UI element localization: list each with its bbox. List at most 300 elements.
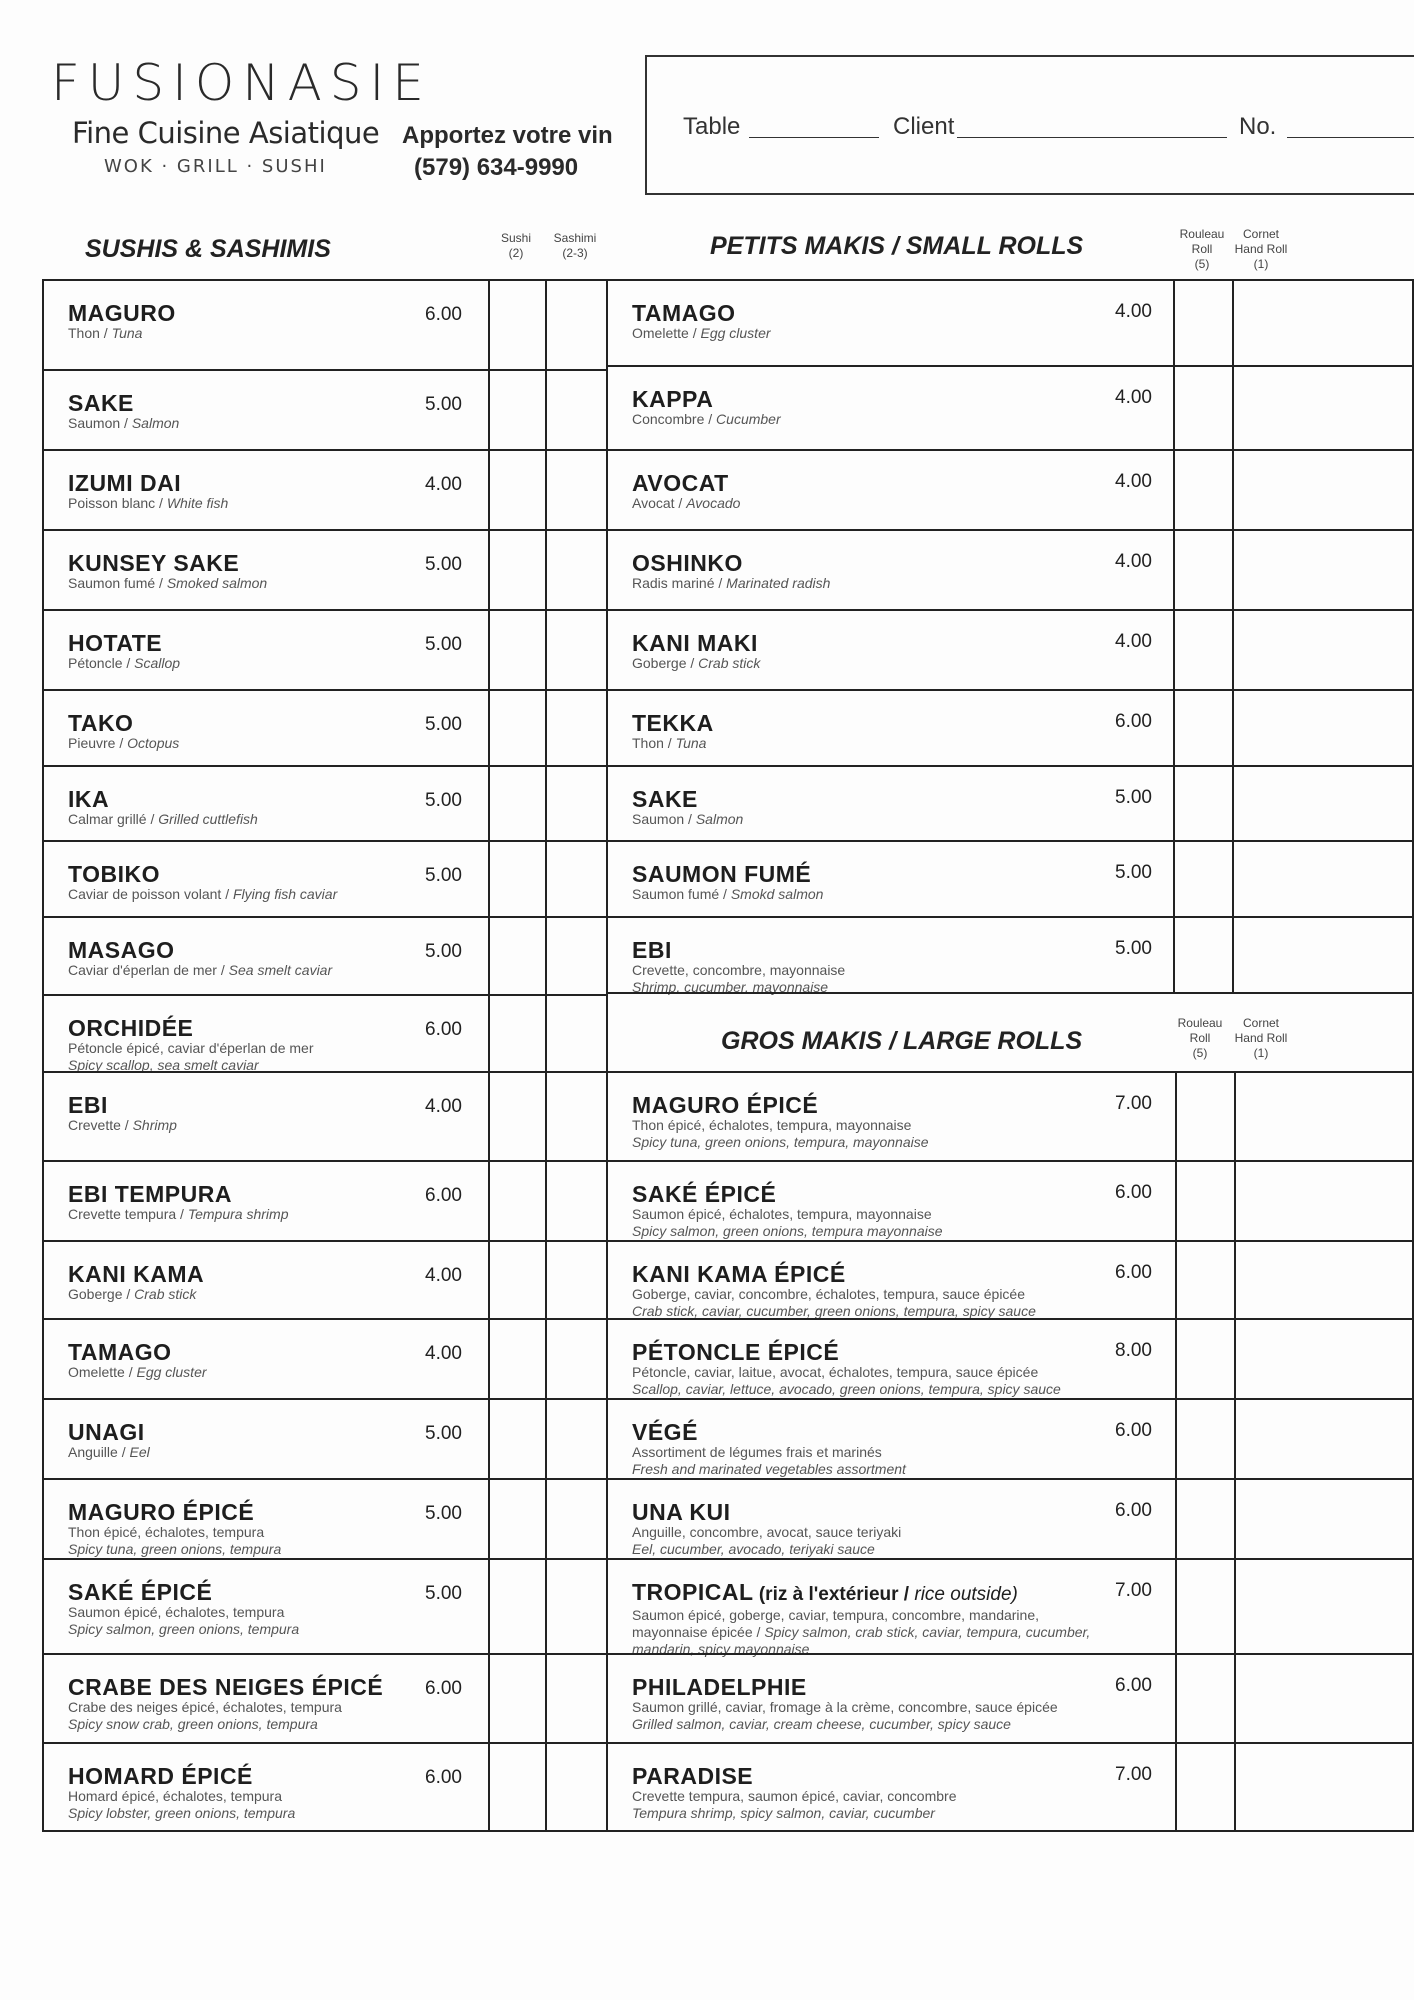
item-description-fr: Homard épicé, échalotes, tempura bbox=[68, 1788, 282, 1804]
item-name bbox=[632, 787, 1142, 811]
item-description-fr: Crevette tempura, saumon épicé, caviar, concombre bbox=[632, 1788, 957, 1804]
item-subtitle-fr: (riz à l'extérieur / bbox=[758, 1584, 910, 1605]
item-name: MAGURO bbox=[68, 300, 176, 326]
item-name bbox=[632, 938, 1142, 962]
sushi-quantity-cell[interactable] bbox=[490, 1560, 544, 1651]
small-rolls-title: PETITS MAKIS / SMALL ROLLS bbox=[710, 232, 1084, 260]
item-description-en: Fresh and marinated vegetables assortment bbox=[632, 1461, 906, 1477]
item-description-en: Flying fish caviar bbox=[232, 886, 338, 902]
sashimi-quantity-cell[interactable] bbox=[547, 451, 605, 527]
item-price: 4.00 bbox=[1115, 471, 1152, 492]
menu-item bbox=[68, 1093, 458, 1134]
item-description-en: Eel bbox=[129, 1444, 150, 1460]
item-name bbox=[632, 1420, 1142, 1444]
item-description-fr: Crevette, concombre, mayonnaise bbox=[632, 962, 846, 978]
handroll-quantity-cell[interactable] bbox=[1234, 531, 1408, 607]
item-description-fr: Goberge bbox=[632, 655, 687, 671]
item-name-text: KANI KAMA ÉPICÉ bbox=[632, 1261, 846, 1287]
menu-item bbox=[632, 1340, 1142, 1398]
sashimi-quantity-cell[interactable] bbox=[547, 767, 605, 838]
sushi-quantity-cell[interactable] bbox=[490, 611, 544, 687]
item-description-fr: Pétoncle épicé, caviar d'éperlan de mer bbox=[68, 1040, 314, 1056]
sashimi-column-header: Sashimi (2-3) bbox=[553, 231, 597, 260]
small-roll-column-header: Rouleau Roll (5) bbox=[1179, 227, 1225, 271]
item-description-en: Tempura shrimp, spicy salmon, caviar, cucumber bbox=[632, 1805, 935, 1821]
menu-item bbox=[68, 1580, 458, 1638]
menu-item bbox=[68, 1675, 458, 1733]
restaurant-tagline: WOK · GRILL · SUSHI bbox=[104, 156, 327, 177]
item-description-fr: Avocat bbox=[632, 495, 675, 511]
roll-quantity-cell[interactable] bbox=[1175, 531, 1230, 607]
menu-item bbox=[632, 1262, 1142, 1320]
handroll-quantity-cell[interactable] bbox=[1236, 1655, 1408, 1740]
roll-quantity-cell[interactable] bbox=[1175, 691, 1230, 763]
menu-item bbox=[632, 787, 1142, 828]
item-price: 7.00 bbox=[1115, 1764, 1152, 1785]
item-description-fr: Crabe des neiges épicé, échalotes, tempura bbox=[68, 1699, 342, 1715]
item-price: 6.00 bbox=[425, 304, 462, 325]
item-description-en: Crab stick, caviar, cucumber, green onions, tempura, spicy sauce bbox=[632, 1303, 1036, 1319]
item-name bbox=[632, 1500, 1142, 1524]
item-name: MASAGO bbox=[68, 937, 175, 963]
item-price: 5.00 bbox=[425, 554, 462, 575]
item-price: 5.00 bbox=[425, 790, 462, 811]
menu-item bbox=[68, 1500, 458, 1558]
item-description-fr: Anguille, concombre, avocat, sauce teriyaki bbox=[632, 1524, 902, 1540]
sushi-quantity-cell[interactable] bbox=[490, 1655, 544, 1740]
menu-item bbox=[632, 631, 1142, 672]
item-description-fr: Saumon épicé, goberge, caviar, tempura, concombre, mandarine, bbox=[632, 1607, 1040, 1623]
sashimi-quantity-cell[interactable] bbox=[547, 691, 605, 763]
handroll-quantity-cell[interactable] bbox=[1234, 281, 1408, 363]
item-description-fr: Saumon fumé bbox=[632, 886, 720, 902]
item-price: 4.00 bbox=[425, 1096, 462, 1117]
item-name-text: MAGURO ÉPICÉ bbox=[632, 1092, 819, 1118]
roll-quantity-cell[interactable] bbox=[1177, 1560, 1232, 1651]
roll-quantity-cell[interactable] bbox=[1175, 842, 1230, 914]
sushi-quantity-cell[interactable] bbox=[490, 842, 544, 914]
item-name: ORCHIDÉE bbox=[68, 1015, 194, 1041]
item-description: Radis mariné / Marinated radish bbox=[632, 575, 831, 591]
item-description-fr: Crevette bbox=[68, 1117, 121, 1133]
item-description-fr: Anguille bbox=[68, 1444, 118, 1460]
handroll-quantity-cell[interactable] bbox=[1234, 451, 1408, 527]
item-name bbox=[632, 1340, 1142, 1364]
menu-item bbox=[632, 387, 1142, 428]
menu-item bbox=[632, 711, 1142, 752]
roll-quantity-cell[interactable] bbox=[1177, 1073, 1232, 1158]
item-price: 6.00 bbox=[425, 1019, 462, 1040]
item-description-en: Salmon bbox=[131, 415, 180, 431]
item-price: 5.00 bbox=[425, 394, 462, 415]
item-name: HOMARD ÉPICÉ bbox=[68, 1763, 253, 1789]
item-name-text: AVOCAT bbox=[632, 470, 729, 496]
item-description: Anguille / Eel bbox=[68, 1444, 150, 1460]
item-description-en: White fish bbox=[166, 495, 229, 511]
item-price: 8.00 bbox=[1115, 1340, 1152, 1361]
roll-quantity-cell[interactable] bbox=[1177, 1744, 1232, 1830]
item-name bbox=[632, 1182, 1142, 1206]
item-price: 4.00 bbox=[1115, 551, 1152, 572]
item-name: KANI KAMA bbox=[68, 1261, 205, 1287]
menu-item bbox=[632, 551, 1142, 592]
item-description: Saumon fumé / Smokd salmon bbox=[632, 886, 824, 902]
handroll-quantity-cell[interactable] bbox=[1236, 1744, 1408, 1830]
item-price: 7.00 bbox=[1115, 1093, 1152, 1114]
menu-item bbox=[68, 1764, 458, 1822]
item-price: 6.00 bbox=[1115, 1420, 1152, 1441]
sashimi-quantity-cell[interactable] bbox=[547, 1400, 605, 1476]
handroll-quantity-cell[interactable] bbox=[1234, 918, 1408, 990]
handroll-quantity-cell[interactable] bbox=[1236, 1242, 1408, 1316]
item-description-en: Marinated radish bbox=[726, 575, 831, 591]
item-name-text: TROPICAL bbox=[632, 1579, 754, 1605]
item-description: Saumon / Salmon bbox=[632, 811, 744, 827]
item-description-en: Spicy snow crab, green onions, tempura bbox=[68, 1716, 318, 1732]
item-description-en: Scallop bbox=[134, 655, 181, 671]
item-name bbox=[632, 387, 1142, 411]
item-description-en: Shrimp, cucumber, mayonnaise bbox=[632, 979, 829, 995]
item-price: 6.00 bbox=[1115, 1182, 1152, 1203]
menu-item bbox=[68, 1016, 458, 1074]
item-price: 6.00 bbox=[425, 1185, 462, 1206]
sushi-quantity-cell[interactable] bbox=[490, 1480, 544, 1556]
item-price: 5.00 bbox=[425, 634, 462, 655]
item-name-text: KAPPA bbox=[632, 386, 714, 412]
item-name: SAKE bbox=[68, 390, 134, 416]
item-price: 4.00 bbox=[425, 1265, 462, 1286]
handroll-quantity-cell[interactable] bbox=[1236, 1073, 1408, 1158]
item-description: Pieuvre / Octopus bbox=[68, 735, 180, 751]
item-name bbox=[632, 1675, 1142, 1699]
item-description-en: Eel, cucumber, avocado, teriyaki sauce bbox=[632, 1541, 875, 1557]
item-name: TOBIKO bbox=[68, 861, 161, 887]
sushi-quantity-cell[interactable] bbox=[490, 918, 544, 992]
large-rolls-title: GROS MAKIS / LARGE ROLLS bbox=[721, 1027, 1083, 1055]
menu-item bbox=[632, 1580, 1142, 1658]
sushi-quantity-cell[interactable] bbox=[490, 1320, 544, 1396]
menu-item bbox=[68, 787, 458, 828]
handroll-quantity-cell[interactable] bbox=[1234, 842, 1408, 914]
item-description: Caviar d'éperlan de mer / Sea smelt caviar bbox=[68, 962, 333, 978]
item-name bbox=[632, 1093, 1142, 1117]
sashimi-quantity-cell[interactable] bbox=[547, 1162, 605, 1238]
item-description: Calmar grillé / Grilled cuttlefish bbox=[68, 811, 258, 827]
item-name-text: PÉTONCLE ÉPICÉ bbox=[632, 1339, 840, 1365]
sushi-quantity-cell[interactable] bbox=[490, 1162, 544, 1238]
item-description-fr: Calmar grillé bbox=[68, 811, 147, 827]
roll-quantity-cell[interactable] bbox=[1175, 611, 1230, 687]
item-name bbox=[632, 471, 1142, 495]
item-name: UNAGI bbox=[68, 1419, 145, 1445]
item-price: 6.00 bbox=[1115, 1675, 1152, 1696]
item-name: HOTATE bbox=[68, 630, 163, 656]
item-price: 5.00 bbox=[425, 1503, 462, 1524]
item-description-en: Grilled salmon, caviar, cream cheese, cucumber, spicy sauce bbox=[632, 1716, 1011, 1732]
client-label: Client bbox=[893, 113, 955, 140]
menu-item bbox=[632, 1500, 1142, 1558]
sashimi-quantity-cell[interactable] bbox=[547, 1744, 605, 1830]
sushi-quantity-cell[interactable] bbox=[490, 371, 544, 447]
handroll-quantity-cell[interactable] bbox=[1234, 367, 1408, 447]
item-name: CRABE DES NEIGES ÉPICÉ bbox=[68, 1674, 384, 1700]
item-name-text: TEKKA bbox=[632, 710, 714, 736]
sashimi-quantity-cell[interactable] bbox=[547, 996, 605, 1069]
item-name-text: OSHINKO bbox=[632, 550, 743, 576]
sushi-quantity-cell[interactable] bbox=[490, 691, 544, 763]
item-description-fr: Caviar d'éperlan de mer bbox=[68, 962, 217, 978]
item-description-fr: Saumon fumé bbox=[68, 575, 156, 591]
item-name bbox=[632, 1764, 1142, 1788]
sushi-quantity-cell[interactable] bbox=[490, 996, 544, 1069]
menu-item bbox=[632, 938, 1142, 996]
item-description: Thon / Tuna bbox=[68, 325, 143, 341]
item-description-en: Tuna bbox=[675, 735, 707, 751]
item-name bbox=[632, 862, 1142, 886]
item-name-text: SAKÉ ÉPICÉ bbox=[632, 1181, 777, 1207]
handroll-quantity-cell[interactable] bbox=[1236, 1162, 1408, 1238]
handroll-quantity-cell[interactable] bbox=[1236, 1560, 1408, 1651]
item-description-en: Sea smelt caviar bbox=[228, 962, 333, 978]
bring-wine-text: Apportez votre vin bbox=[402, 122, 613, 149]
table-label: Table bbox=[683, 113, 741, 140]
item-description-fr: Radis mariné bbox=[632, 575, 715, 591]
roll-quantity-cell[interactable] bbox=[1175, 451, 1230, 527]
menu-item bbox=[632, 471, 1142, 512]
item-name bbox=[632, 1580, 1142, 1607]
number-field[interactable] bbox=[1287, 137, 1414, 138]
sushi-quantity-cell[interactable] bbox=[490, 1744, 544, 1830]
item-description-fr: Saumon bbox=[632, 811, 685, 827]
item-description-en-2: mandarin, spicy mayonnaise bbox=[632, 1641, 810, 1657]
roll-quantity-cell[interactable] bbox=[1177, 1400, 1232, 1476]
item-description-en: Spicy tuna, green onions, tempura bbox=[68, 1541, 282, 1557]
menu-item bbox=[68, 711, 458, 752]
sushi-column-header: Sushi (2) bbox=[500, 231, 532, 260]
item-name-text: TAMAGO bbox=[632, 300, 736, 326]
item-description-mixed: mayonnaise épicée / Spicy salmon, crab stick, caviar, tempura, cucumber, bbox=[632, 1624, 1091, 1640]
menu-item bbox=[68, 938, 458, 979]
item-description: Caviar de poisson volant / Flying fish caviar bbox=[68, 886, 338, 902]
item-name-text: VÉGÉ bbox=[632, 1419, 698, 1445]
client-field[interactable] bbox=[957, 137, 1227, 138]
item-description-en: Salmon bbox=[695, 811, 744, 827]
item-price: 5.00 bbox=[425, 1583, 462, 1604]
item-name-text: PARADISE bbox=[632, 1763, 754, 1789]
small-handroll-column-header: Cornet Hand Roll (1) bbox=[1234, 227, 1288, 271]
item-subtitle-en: rice outside) bbox=[914, 1584, 1018, 1605]
menu-item bbox=[68, 551, 458, 592]
sashimi-quantity-cell[interactable] bbox=[547, 611, 605, 687]
item-description: Omelette / Egg cluster bbox=[632, 325, 771, 341]
sushi-quantity-cell[interactable] bbox=[490, 1073, 544, 1158]
item-price: 4.00 bbox=[1115, 387, 1152, 408]
sashimi-quantity-cell[interactable] bbox=[547, 1480, 605, 1556]
item-description: Avocat / Avocado bbox=[632, 495, 741, 511]
restaurant-logo: FUSIONASIE bbox=[51, 54, 432, 112]
item-price: 5.00 bbox=[425, 1423, 462, 1444]
item-description-fr: Thon épicé, échalotes, tempura bbox=[68, 1524, 265, 1540]
item-name-text: UNA KUI bbox=[632, 1499, 731, 1525]
roll-quantity-cell[interactable] bbox=[1177, 1655, 1232, 1740]
sushi-quantity-cell[interactable] bbox=[490, 1242, 544, 1316]
item-description-fr: Saumon grillé, caviar, fromage à la crème, concombre, sauce épicée bbox=[632, 1699, 1058, 1715]
item-price: 5.00 bbox=[1115, 938, 1152, 959]
item-description-en: Grilled cuttlefish bbox=[158, 811, 258, 827]
item-description-en: Smokd salmon bbox=[730, 886, 824, 902]
item-subtitle bbox=[754, 1584, 1018, 1605]
item-description: Crevette tempura / Tempura shrimp bbox=[68, 1206, 289, 1222]
roll-quantity-cell[interactable] bbox=[1175, 281, 1230, 363]
item-description-fr: Pieuvre bbox=[68, 735, 116, 751]
item-description-fr: Omelette bbox=[632, 325, 689, 341]
item-description-en: Spicy tuna, green onions, tempura, mayonnaise bbox=[632, 1134, 929, 1150]
item-description-fr: Concombre bbox=[632, 411, 705, 427]
item-description-fr: Omelette bbox=[68, 1364, 125, 1380]
item-description-fr: Goberge bbox=[68, 1286, 123, 1302]
item-description-en: Egg cluster bbox=[136, 1364, 207, 1380]
menu-item bbox=[68, 301, 458, 342]
item-name bbox=[632, 301, 1142, 325]
item-name bbox=[632, 1262, 1142, 1286]
item-price: 5.00 bbox=[425, 714, 462, 735]
item-description-en: Crab stick bbox=[698, 655, 761, 671]
item-description-fr: Goberge, caviar, concombre, échalotes, tempura, sauce épicée bbox=[632, 1286, 1025, 1302]
item-description-fr: Crevette tempura bbox=[68, 1206, 177, 1222]
menu-item bbox=[68, 1340, 458, 1381]
item-name-text: PHILADELPHIE bbox=[632, 1674, 807, 1700]
item-description-en: Tempura shrimp bbox=[187, 1206, 289, 1222]
phone-number: (579) 634-9990 bbox=[414, 154, 579, 181]
item-name: SAKÉ ÉPICÉ bbox=[68, 1579, 213, 1605]
sashimi-quantity-cell[interactable] bbox=[547, 531, 605, 607]
item-price: 6.00 bbox=[425, 1678, 462, 1699]
item-description-en: Cucumber bbox=[716, 411, 781, 427]
handroll-quantity-cell[interactable] bbox=[1236, 1400, 1408, 1476]
item-description-fr: Poisson blanc bbox=[68, 495, 156, 511]
item-name bbox=[632, 631, 1142, 655]
menu-item bbox=[68, 862, 458, 903]
item-description-en: Spicy lobster, green onions, tempura bbox=[68, 1805, 296, 1821]
handroll-quantity-cell[interactable] bbox=[1236, 1480, 1408, 1556]
roll-quantity-cell[interactable] bbox=[1175, 767, 1230, 838]
handroll-quantity-cell[interactable] bbox=[1234, 767, 1408, 838]
item-description: Pétoncle / Scallop bbox=[68, 655, 181, 671]
menu-item bbox=[68, 1182, 458, 1223]
item-description: Saumon / Salmon bbox=[68, 415, 180, 431]
order-info-box bbox=[645, 55, 1414, 195]
item-description: Goberge / Crab stick bbox=[632, 655, 761, 671]
item-price: 6.00 bbox=[1115, 1262, 1152, 1283]
item-name-text: KANI MAKI bbox=[632, 630, 758, 656]
handroll-quantity-cell[interactable] bbox=[1234, 611, 1408, 687]
item-description-fr: Saumon bbox=[68, 415, 121, 431]
item-description-fr: Pétoncle bbox=[68, 655, 123, 671]
sushi-quantity-cell[interactable] bbox=[490, 531, 544, 607]
item-description-en: Spicy scallop, sea smelt caviar bbox=[68, 1057, 259, 1073]
sashimi-quantity-cell[interactable] bbox=[547, 371, 605, 447]
item-description: Saumon fumé / Smoked salmon bbox=[68, 575, 268, 591]
menu-item bbox=[68, 1262, 458, 1303]
sashimi-quantity-cell[interactable] bbox=[547, 1242, 605, 1316]
item-name: TAKO bbox=[68, 710, 134, 736]
sushi-quantity-cell[interactable] bbox=[490, 281, 544, 367]
item-price: 7.00 bbox=[1115, 1580, 1152, 1601]
roll-quantity-cell[interactable] bbox=[1177, 1320, 1232, 1396]
item-name: MAGURO ÉPICÉ bbox=[68, 1499, 255, 1525]
restaurant-subtitle: Fine Cuisine Asiatique bbox=[72, 116, 380, 150]
row-divider bbox=[606, 992, 1414, 994]
item-description-fr: Pétoncle, caviar, laitue, avocat, échalotes, tempura, sauce épicée bbox=[632, 1364, 1039, 1380]
menu-item bbox=[632, 1675, 1142, 1733]
item-description-fr: Thon bbox=[68, 325, 100, 341]
menu-item bbox=[632, 1093, 1142, 1151]
roll-quantity-cell[interactable] bbox=[1175, 918, 1230, 990]
item-name: EBI TEMPURA bbox=[68, 1181, 232, 1207]
item-description-fr: Assortiment de légumes frais et marinés bbox=[632, 1444, 882, 1460]
sashimi-quantity-cell[interactable] bbox=[547, 1320, 605, 1396]
sashimi-quantity-cell[interactable] bbox=[547, 918, 605, 992]
item-price: 6.00 bbox=[1115, 711, 1152, 732]
item-description: Crevette / Shrimp bbox=[68, 1117, 177, 1133]
item-description: Omelette / Egg cluster bbox=[68, 1364, 207, 1380]
item-name bbox=[632, 711, 1142, 735]
menu-item bbox=[632, 1764, 1142, 1822]
sashimi-quantity-cell[interactable] bbox=[547, 1073, 605, 1158]
item-price: 4.00 bbox=[425, 1343, 462, 1364]
item-description-fr: Saumon épicé, échalotes, tempura bbox=[68, 1604, 285, 1620]
item-description-en: Smoked salmon bbox=[166, 575, 268, 591]
item-price: 4.00 bbox=[1115, 631, 1152, 652]
sashimi-quantity-cell[interactable] bbox=[547, 1655, 605, 1740]
handroll-quantity-cell[interactable] bbox=[1234, 691, 1408, 763]
item-price: 5.00 bbox=[425, 941, 462, 962]
roll-quantity-cell[interactable] bbox=[1177, 1480, 1232, 1556]
sashimi-quantity-cell[interactable] bbox=[547, 1560, 605, 1651]
item-price: 5.00 bbox=[1115, 862, 1152, 883]
item-description-en: Scallop, caviar, lettuce, avocado, green onions, tempura, spicy sauce bbox=[632, 1381, 1061, 1397]
menu-item bbox=[68, 391, 458, 432]
sushi-quantity-cell[interactable] bbox=[490, 767, 544, 838]
item-price: 6.00 bbox=[425, 1767, 462, 1788]
large-handroll-column-header: Cornet Hand Roll (1) bbox=[1234, 1016, 1288, 1060]
item-description-fr: Thon épicé, échalotes, tempura, mayonnaise bbox=[632, 1117, 912, 1133]
sashimi-quantity-cell[interactable] bbox=[547, 281, 605, 367]
item-description-fr: Caviar de poisson volant bbox=[68, 886, 222, 902]
table-field[interactable] bbox=[749, 137, 879, 138]
item-price: 4.00 bbox=[1115, 301, 1152, 322]
handroll-quantity-cell[interactable] bbox=[1236, 1320, 1408, 1396]
item-name: IKA bbox=[68, 786, 110, 812]
item-description-en: Egg cluster bbox=[700, 325, 771, 341]
sushi-quantity-cell[interactable] bbox=[490, 1400, 544, 1476]
item-name: IZUMI DAI bbox=[68, 470, 182, 496]
roll-quantity-cell[interactable] bbox=[1177, 1162, 1232, 1238]
table-divider bbox=[606, 279, 608, 1832]
item-description-en: Spicy salmon, crab stick, caviar, tempura, cucumber, bbox=[764, 1624, 1091, 1640]
item-description-en: Spicy salmon, green onions, tempura bbox=[68, 1621, 300, 1637]
roll-quantity-cell[interactable] bbox=[1177, 1242, 1232, 1316]
roll-quantity-cell[interactable] bbox=[1175, 367, 1230, 447]
item-name-text: EBI bbox=[632, 937, 672, 963]
item-description-fr-2: mayonnaise épicée bbox=[632, 1624, 753, 1640]
item-description: Poisson blanc / White fish bbox=[68, 495, 229, 511]
item-description-fr: Thon bbox=[632, 735, 664, 751]
item-name-text: SAUMON FUMÉ bbox=[632, 861, 812, 887]
sashimi-quantity-cell[interactable] bbox=[547, 842, 605, 914]
sushi-quantity-cell[interactable] bbox=[490, 451, 544, 527]
item-description-en: Crab stick bbox=[134, 1286, 197, 1302]
